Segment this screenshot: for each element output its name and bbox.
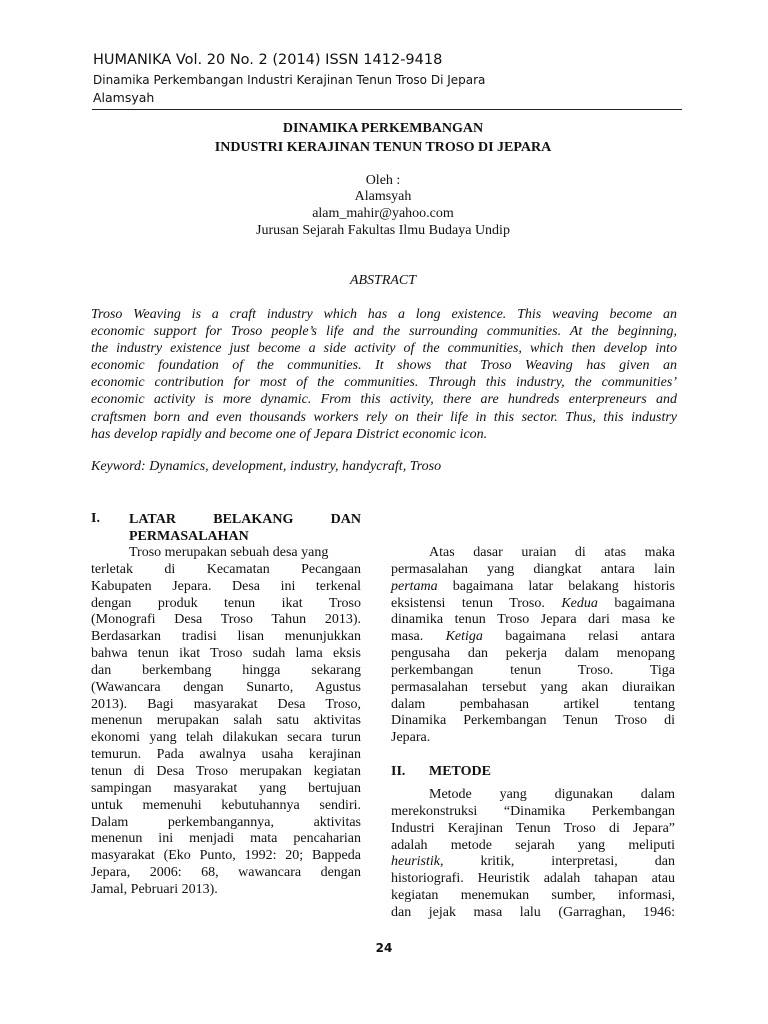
body-line: perkembangan tenun Troso. Tiga	[391, 662, 675, 678]
abstract-line: Troso Weaving is a craft industry which has a long existence. This weaving become an	[91, 307, 677, 322]
author-affiliation: Jurusan Sejarah Fakultas Ilmu Budaya Undip	[256, 223, 510, 238]
author-name: Alamsyah	[354, 189, 412, 204]
abstract-line: economic contribution for most of the communities. Through this industry, the communities’	[91, 375, 677, 391]
body-line: (Wawancara dengan Sunarto, Agustus	[91, 679, 361, 695]
keywords: Keyword: Dynamics, development, industry, handycraft, Troso	[91, 459, 442, 474]
left-column-text	[91, 545, 361, 899]
body-line: menenun ini menjadi mata pencaharian	[91, 831, 361, 847]
body-line: masyarakat (Eko Punto, 1992: 20; Bappeda	[91, 848, 361, 864]
body-line: Troso merupakan sebuah desa yang	[129, 545, 329, 560]
body-line: dan berkembang hingga sekarang	[91, 662, 361, 678]
article-title-line2: INDUSTRI KERAJINAN TENUN TROSO DI JEPARA	[214, 140, 552, 155]
journal-header: HUMANIKA Vol. 20 No. 2 (2014) ISSN 1412-9418	[93, 52, 443, 68]
abstract-line: has develop rapidly and become one of Jepara District economic icon.	[91, 426, 488, 442]
body-line: kegiatan menemukan sumber, informasi,	[391, 888, 675, 904]
body-line: merekonstruksi “Dinamika Perkembangan	[391, 803, 675, 819]
body-line: Metode yang digunakan dalam	[429, 787, 675, 802]
right-column-text	[391, 545, 675, 747]
body-line	[391, 629, 675, 646]
body-line: Dalam perkembangannya, aktivitas	[91, 814, 361, 830]
section2-number: II.	[391, 764, 406, 779]
body-line: Dinamika Perkembangan Tenun Troso di	[391, 713, 675, 729]
body-line: menenun merupakan salah satu aktivitas	[91, 713, 361, 729]
abstract-line: craftsmen born and even thousands workers rely on their life in this sector. Thus, this industry	[91, 409, 677, 425]
emphasis-text: Ketiga	[445, 629, 483, 645]
body-line: ekonomi yang telah dilakukan secara turun	[91, 730, 361, 746]
body-line: dinamika tenun Troso Jepara dari masa ke	[391, 612, 675, 628]
body-text: bagaimana latar belakang historis	[437, 578, 675, 594]
body-line: temurun. Pada awalnya usaha kerajinan	[91, 747, 361, 763]
section2-title: METODE	[429, 764, 491, 779]
author-email: alam_mahir@yahoo.com	[312, 206, 454, 221]
body-line: Berdasarkan tradisi lisan menunjukkan	[91, 629, 361, 645]
body-line: untuk memenuhi kebutuhannya sendiri.	[91, 797, 361, 813]
body-text: masa.	[391, 629, 446, 645]
body-line: dengan produk tenun ikat Troso	[91, 595, 361, 611]
body-line: Industri Kerajinan Tenun Troso di Jepara”	[391, 820, 675, 836]
body-line: adalah metode sejarah yang meliputi	[391, 837, 675, 853]
body-text: bagaimana	[597, 595, 675, 611]
page-number: 24	[375, 941, 393, 955]
body-line: tenun di Desa Troso merupakan kegiatan	[91, 763, 361, 779]
body-line: Atas dasar uraian di atas maka	[429, 545, 675, 560]
abstract-heading: ABSTRACT	[349, 273, 417, 288]
section2-heading	[391, 764, 675, 780]
body-line: permasalahan tersebut yang akan diuraikan	[391, 679, 675, 695]
abstract-line: economic activity is more dynamic. From this activity, there are hundreds enterpreneurs and	[91, 392, 677, 408]
body-text: bagaimana relasi antara	[482, 629, 675, 645]
body-line: Kabupaten Jepara. Desa ini terkenal	[91, 578, 361, 594]
body-line: historiografi. Heuristik adalah tahapan atau	[391, 871, 675, 887]
body-line: pengusaha dan pekerja dalam menopang	[391, 646, 675, 662]
section1-heading	[91, 511, 361, 545]
body-line: dan jejak masa lalu (Garraghan, 1946:	[391, 904, 675, 920]
body-line: dalam pembahasan artikel tentang	[391, 696, 675, 712]
body-line	[391, 854, 675, 871]
section1-title-line2: PERMASALAHAN	[129, 529, 249, 544]
section1-title-line1: LATAR BELAKANG DAN	[129, 512, 361, 527]
abstract-line: the industry existence just become a side activity of the communities, which then develop into	[91, 341, 677, 357]
method-text	[391, 787, 675, 922]
body-line: sampingan masyarakat yang bertujuan	[91, 780, 361, 796]
body-line: Jepara, 2006: 68, wawancara dengan	[91, 865, 361, 881]
body-line: bahwa tenun ikat Troso sudah lama eksis	[91, 646, 361, 662]
running-author: Alamsyah	[93, 90, 155, 105]
emphasis-text: Kedua	[561, 595, 598, 611]
body-line: Jepara.	[391, 730, 431, 746]
byline-oleh: Oleh :	[365, 173, 401, 188]
article-title-line1: DINAMIKA PERKEMBANGAN	[282, 121, 484, 136]
body-line: terletak di Kecamatan Pecangaan	[91, 561, 361, 577]
emphasis-text: pertama	[391, 578, 438, 594]
abstract-body	[91, 306, 677, 443]
running-title: Dinamika Perkembangan Industri Kerajinan Tenun Troso Di Jepara	[93, 73, 486, 87]
section1-number: I.	[91, 511, 100, 526]
body-line: (Monografi Desa Troso Tahun 2013).	[91, 612, 361, 628]
header-rule	[92, 109, 682, 110]
body-line: 2013). Bagi masyarakat Desa Troso,	[91, 696, 361, 712]
body-line: permasalahan yang diangkat antara lain	[391, 561, 675, 577]
body-text: eksistensi tenun Troso.	[391, 595, 562, 611]
body-line: Jamal, Pebruari 2013).	[91, 881, 218, 897]
abstract-line: economic support for Troso people’s life and the surrounding communities. At the beginning,	[91, 324, 677, 340]
body-text: kritik, interpretasi, dan	[443, 854, 675, 870]
body-line	[391, 579, 675, 596]
abstract-line: economic foundation of the communities. It shows that Troso Weaving has given an	[91, 358, 677, 374]
emphasis-text: heuristik,	[391, 854, 444, 870]
body-line	[391, 596, 675, 613]
